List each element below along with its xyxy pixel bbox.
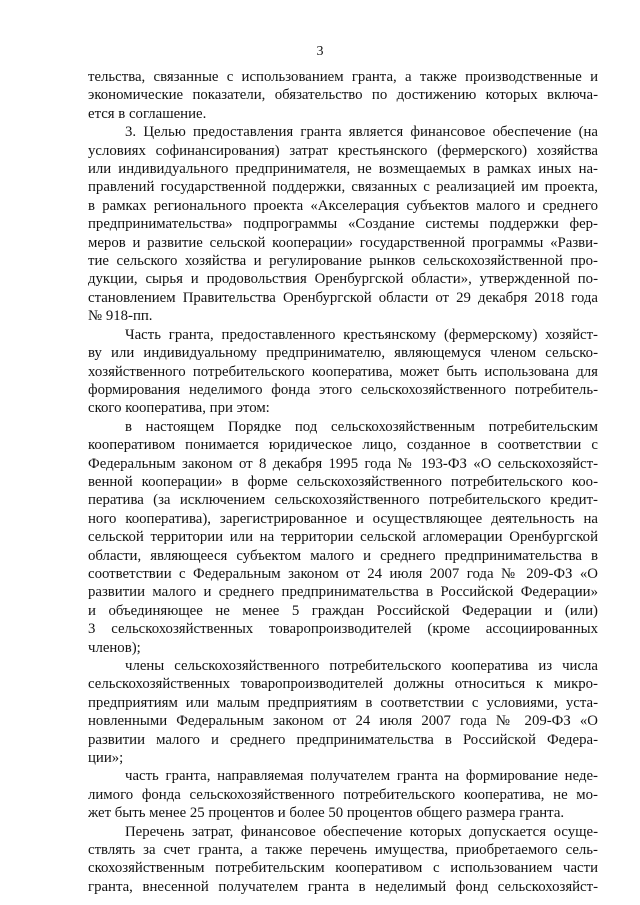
text-line: меров и развитие сельской кооперации» государственной программы «Разви- — [88, 234, 598, 251]
text-line: или индивидуального предпринимателя, не возмещаемых в рамках иных на- — [88, 161, 598, 178]
text-line: формирования неделимого фонда этого сельскохозяйственного потребитель- — [88, 381, 598, 398]
text-line: ции»; — [88, 750, 124, 767]
text-line: Федеральным законом от 8 декабря 1995 года № 193-ФЗ «О сельскохозяйст- — [88, 455, 598, 472]
text-line: члены сельскохозяйственного потребительского кооператива из числа — [125, 658, 598, 674]
text-line: условиях софинансирования) затрат крестьянского (фермерского) хозяйства — [88, 142, 598, 159]
text-line: гранта, внесенной получателем гранта в неделимый фонд сельскохозяйст- — [88, 878, 598, 895]
text-line: ется в соглашение. — [88, 105, 207, 122]
text-line: тельства, связанные с использованием гранта, а также производственные и — [88, 69, 598, 85]
paragraph — [88, 68, 598, 123]
text-line: ствлять за счет гранта, а также перечень имущества, приобретаемого сель- — [88, 842, 598, 859]
text-line: экономические показатели, обязательство по достижению которых включа- — [88, 87, 598, 104]
paragraph — [88, 657, 598, 767]
text-line: жет быть менее 25 процентов и более 50 процентов общего размера гранта. — [88, 805, 565, 822]
page-number: 3 — [316, 44, 324, 59]
text-line: 3 сельскохозяйственных товаропроизводителей (кроме ассоциированных — [88, 621, 598, 638]
text-line: предприятиям или малым предприятиям в соответствии с условиями, уста- — [88, 694, 598, 711]
text-line: сельской территории или на территории сельской агломерации Оренбургской — [88, 529, 598, 546]
text-line: ператива (за исключением сельскохозяйственного потребительского кредит- — [88, 492, 598, 509]
document-body — [88, 68, 598, 896]
text-line: и объединяющее не менее 5 граждан Российской Федерации и (или) — [88, 602, 598, 619]
text-line: часть гранта, направляемая получателем гранта на формирование неде- — [125, 768, 598, 785]
text-line: правлений государственной поддержки, связанных с реализацией им проекта, — [88, 179, 598, 196]
text-line: кооперативом понимается юридическое лицо, созданное в соответствии с — [88, 437, 598, 454]
text-line: дукции, сырья и продовольствия Оренбургской области», утвержденной по- — [88, 271, 598, 288]
paragraph — [88, 418, 598, 657]
text-line: ного кооператива), зарегистрированное и осуществляющее деятельность на — [88, 510, 598, 527]
text-line: в рамках регионального проекта «Акселерация субъектов малого и среднего — [88, 197, 598, 214]
paragraph — [88, 326, 598, 418]
paragraph — [88, 123, 598, 325]
paragraph — [88, 767, 598, 822]
text-line: № 918-пп. — [88, 308, 153, 325]
text-line: ского кооператива, при этом: — [88, 400, 270, 417]
text-line: сельскохозяйственных товаропроизводителей должны относиться к микро- — [88, 676, 598, 693]
text-line: венной кооперации» в форме сельскохозяйственного потребительского коо- — [88, 473, 598, 490]
text-line: Часть гранта, предоставленного крестьянскому (фермерскому) хозяйст- — [125, 326, 598, 343]
text-line: членов); — [88, 639, 141, 656]
text-line: скохозяйственным потребительским кооперативом с использованием части — [88, 860, 598, 877]
text-line: развитии малого и среднего предпринимательства в Российской Федера- — [88, 731, 598, 748]
text-line: новленными Федеральным законом от 24 июля 2007 года № 209-ФЗ «О — [88, 713, 598, 730]
paragraph — [88, 823, 598, 897]
text-line: соответствии с Федеральным законом от 24 июля 2007 года № 209-ФЗ «О — [88, 565, 598, 582]
text-line: хозяйственного потребительского кооператива, может быть использована для — [88, 363, 598, 380]
text-line: 3. Целью предоставления гранта является финансовое обеспечение (на — [125, 124, 598, 141]
text-line: в настоящем Порядке под сельскохозяйственным потребительским — [125, 418, 598, 435]
text-line: области, являющееся субъектом малого и среднего предпринимательства в — [88, 547, 598, 564]
text-line: Перечень затрат, финансовое обеспечение которых допускается осуще- — [125, 823, 598, 840]
text-line: ву или индивидуальному предпринимателю, являющемуся членом сельско- — [88, 345, 598, 362]
text-line: лимого фонда сельскохозяйственного потребительского кооператива, не мо- — [88, 786, 598, 803]
text-line: тие сельского хозяйства и регулирование рынков сельскохозяйственной про- — [88, 253, 598, 270]
text-line: становлением Правительства Оренбургской области от 29 декабря 2018 года — [88, 289, 598, 306]
text-line: развитии малого и среднего предпринимательства в Российской Федерации» — [88, 584, 598, 601]
text-line: предпринимательства» подпрограммы «Создание системы поддержки фер- — [88, 216, 598, 233]
